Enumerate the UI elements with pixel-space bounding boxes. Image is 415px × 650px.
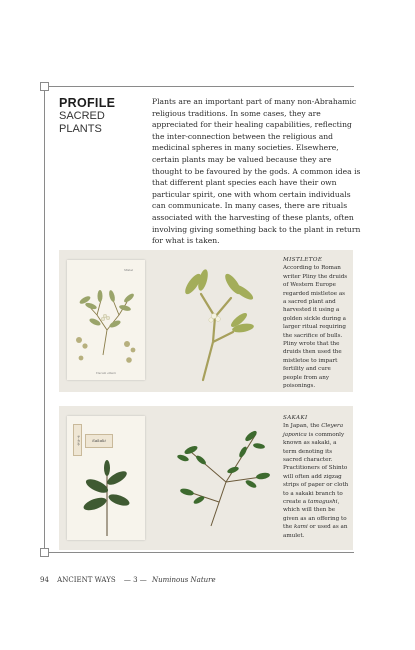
sakaki-text-3: , which will then be given as an offering to the bbox=[283, 499, 347, 531]
mistletoe-specimen bbox=[173, 262, 263, 382]
profile-heading bbox=[59, 96, 147, 136]
profile-subtitle-1: SACRED bbox=[59, 110, 105, 122]
frame-rule-bottom bbox=[44, 552, 354, 553]
mistletoe-title: MISTLETOE bbox=[283, 257, 323, 263]
corner-ornament-top bbox=[40, 82, 49, 91]
mistletoe-text: According to Roman writer Pliny the druids of Western Europe regarded mistletoe as a sacred plant and harvested it using a golden sickle during a larger ritual requiring the sacrifice of bulls. Pliny wrote that the druids then used the mistletoe to impart fertility and cure people from any poisonings. bbox=[283, 265, 348, 390]
chapter-divider: — 3 — bbox=[123, 576, 147, 584]
profile-label: PROFILE bbox=[59, 96, 116, 110]
sakaki-label-latin: Sakaki bbox=[85, 434, 113, 448]
sakaki-title: SAKAKI bbox=[283, 415, 308, 421]
mistletoe-botanical-plate bbox=[67, 260, 145, 380]
frame-rule-vertical bbox=[44, 86, 45, 552]
frame-rule-top bbox=[44, 86, 354, 87]
sakaki-botanical-plate bbox=[67, 416, 145, 540]
sakaki-text-latin: Cleyera japonica bbox=[283, 423, 344, 438]
section-name: ANCIENT WAYS bbox=[57, 576, 116, 584]
corner-ornament-bottom bbox=[40, 548, 49, 557]
sakaki-specimen bbox=[171, 422, 275, 532]
sakaki-text-tamagushi: tamagushi bbox=[307, 499, 338, 506]
sakaki-text-4: or used as an amulet. bbox=[283, 524, 348, 539]
sakaki-text-kami: kami bbox=[293, 524, 308, 531]
sakaki-text-1: In Japan, the bbox=[283, 423, 322, 430]
mistletoe-panel bbox=[59, 250, 353, 392]
chapter-name: Numinous Nature bbox=[152, 576, 216, 584]
sakaki-caption bbox=[283, 414, 349, 540]
intro-paragraph: Plants are an important part of many non-Abrahamic religious traditions. In some cases, they are appreciated for their healing capabilities, reflecting the inter-connection between the religious and medicinal spheres in many societies. Elsewhere, certain plants may be valued because they are thought to be favoured by the gods. A common idea is that different plant species each have their own particular spirit, one with whom certain individuals can communicate. In many cases, there are rituals associated with the harvesting of these plants, often involving giving something back to the plant in return for what is taken. bbox=[152, 97, 361, 246]
page-footer bbox=[40, 576, 222, 584]
plate-caption: Viscum album bbox=[95, 371, 117, 375]
profile-subtitle-2: PLANTS bbox=[59, 123, 102, 135]
sakaki-panel bbox=[59, 406, 353, 550]
sakaki-plate-illustration bbox=[67, 456, 145, 540]
mistletoe-plate-illustration bbox=[67, 260, 145, 380]
page-number: 94 bbox=[40, 576, 49, 584]
plate-label: Mistel bbox=[124, 268, 133, 272]
sakaki-label-japanese: サカキ bbox=[73, 424, 82, 456]
sakaki-text-2: is commonly known as sakaki, a term denoting its sacred character. Practitioners of Shinto will often add zigzag strips of paper or cloth to a sakaki branch to create a bbox=[283, 431, 349, 506]
mistletoe-caption bbox=[283, 256, 349, 391]
